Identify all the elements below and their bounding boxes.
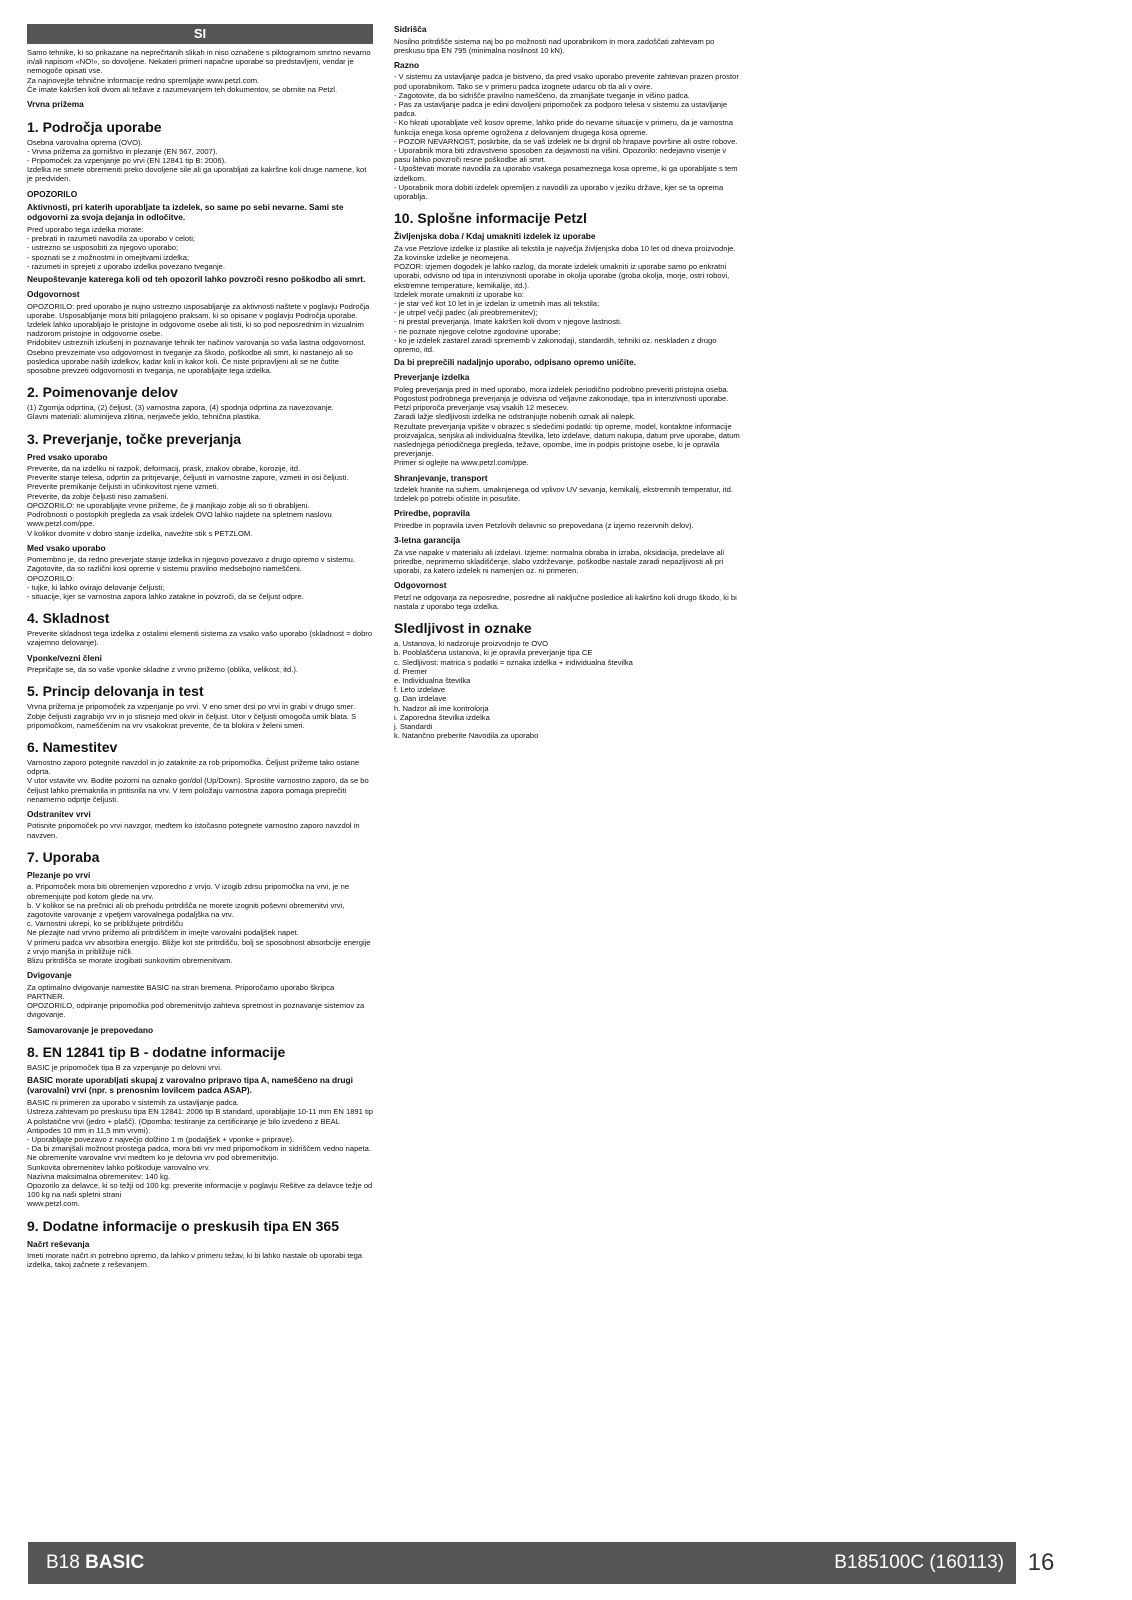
med-uporabo-label: Med vsako uporabo bbox=[27, 542, 106, 553]
preverjanje-label: Preverjanje izdelka bbox=[394, 372, 470, 383]
vponke-label: Vponke/vezni členi bbox=[27, 652, 102, 663]
section-5-body: Vrvna prižema je pripomoček za vzpenjanje po vrvi. V eno smer drsi po vrvi in grabi v drugo smer. Zobje čeljusti zagrabijo vrv in jo stisnejo med okvir in čeljust. Utor v čeljusti omogoča umik blata. S pripomočkom, nameščenim na vrv vsakokrat preverite, če ta blokira v želeni smeri. bbox=[27, 702, 357, 730]
sidrisca-body: Nosilno pritrdišče sistema naj bo po možnosti nad uporabnikom in mora zadoščati zahtevam po preskusu tipa EN 795 (minimalna nosilnost 10 kN). bbox=[394, 36, 715, 55]
sledljivost-title: Sledljivost in oznake bbox=[394, 620, 532, 637]
left-column bbox=[27, 24, 373, 1273]
section-2-title: 2. Poimenovanje delov bbox=[27, 384, 178, 401]
zivljenjska-doba-label: Življenjska doba / Kdaj umakniti izdelek iz uporabe bbox=[394, 231, 596, 242]
odgovornost-petzl-body: Petzl ne odgovarja za neposredne, posredne ali naključne posledice ali kakršno koli drugo škodo, ki bi nastala z uporabo tega izdelka. bbox=[394, 592, 737, 611]
garancija-body: Za vse napake v materialu ali izdelavi. Izjeme: normalna obraba in izraba, oksidacija, predelave ali priredbe, neprimerno skladiščenje, slabo vzdrževanje, poškodbe nastale zaradi nepazljivosti ali pri uporabi, za katero izdelek ni namenjen oz. ni primeren. bbox=[394, 547, 725, 576]
model-prefix: B18 bbox=[46, 1552, 80, 1573]
zivljenjska-doba-body: Za vse Petzlove izdelke iz plastike ali tekstila je največja življenjska doba 10 let od dneva proizvodnje. Za kovinske izdelke je neomejena. POZOR: izjemen dogodek je lahko razlog, da morate izdelek umakniti iz uporabe samo po enkratni uporabi, odvisno od tipa in intenzivnosti uporabe in okolja uporabe (groba okolja, morje, ostri robovi, ekstremne temperature, kemikalije, itd.). Izdelek morate umakniti iz uporabe ko: - je star več kot 10 let in je izdelan iz umetnih mas ali tekstila; - je utrpel večji padec (ali preobremenitev); - ni prestal preverjanja. Imate kakršen koli dvom v njegove lastnosti. - ne poznate njegove celotne zgodovine uporabe; - ko je izdelek zastarel zaradi sprememb v zakonodaji, standardih, tehniki oz. neskladen z drugo opremo, itd. bbox=[394, 243, 736, 354]
section-8-title: 8. EN 12841 tip B - dodatne informacije bbox=[27, 1044, 286, 1060]
plezanje-label: Plezanje po vrvi bbox=[27, 869, 91, 880]
section-8-body-2: BASIC ni primeren za uporabo v sistemih za ustavljanje padca. Ustreza zahtevam po preskusu tipa EN 12841: 2006 tip B standard, uporabljajte 10-11 mm EN 1891 tip A polstatične vrvi (jedro + plašč). (Opomba: testiranje za certificiranje je bilo izvedeno z BEAL Antipodes 10 mm in 11,5 mm vrvmi). - Uporabljajte povezavo z največjo dolžino 1 m (podaljšek + vponke + priprave). - Da bi zmanjšali možnost prostega padca, mora biti vrv med pripomočkom in sidriščem vedno napeta. Ne obremenite varovalne vrvi medtem ko je delovna vrv pod obremenitvijo. Sunkovita obremenitev lahko poškoduje varovalno vrv. Nazivna maksimalna obremenitev: 140 kg. Opozorilo za delavce, ki so težji od 100 kg: preverite informacije v poglavju Rešitve za delavce težje od 100 kg na naši spletni strani www.petzl.com. bbox=[27, 1098, 373, 1209]
section-5-title: 5. Princip delovanja in test bbox=[27, 683, 204, 700]
neupostevanje-warning: Neupoštevanje katerega koli od teh opozoril lahko povzroči resno poškodbo ali smrt. bbox=[27, 274, 366, 285]
section-8-bold: BASIC morate uporabljati skupaj z varovalno pripravo tipa A, nameščeno na drugi (varovalni) vrvi (npr. s prenosnim lovilcem padca ASAP). bbox=[27, 1075, 353, 1096]
med-uporabo-body: Pomembno je, da redno preverjate stanje izdelka in njegovo povezavo z drugo opremo v sistemu. Zagotovite, da so različni kosi opreme v sistemu pravilno medsebojno nameščeni. OPOZORILO: - tujke, ki lahko ovirajo delovanje čeljusti; - situacije, kjer se varnostna zapora lahko zatakne in povzroči, da se čeljust odpre. bbox=[27, 555, 355, 602]
nacrt-resevanja-label: Načrt reševanja bbox=[27, 1238, 90, 1249]
right-column bbox=[394, 24, 741, 743]
nacrt-resevanja-body: Imeti morate načrt in potrebno opremo, da lahko v primeru težav, ki bi lahko nastale ob uporabi tega izdelka, takoj začnete z reševanjem. bbox=[27, 1251, 363, 1270]
odstranitev-label: Odstranitev vrvi bbox=[27, 808, 91, 819]
section-6-body: Varnostno zaporo potegnite navzdol in jo zataknite za rob pripomočka. Čeljust prižeme tako ostane odprta. V utor vstavite vrv. Bodite pozorni na oznako gor/dol (Up/Down). Sprostite varnostno zaporo, da se bo čeljust lahko premaknila in pritisnila na vrv. V tem položaju varnostna zapora pomaga preprečiti nenamerno odprtje čeljusti. bbox=[27, 757, 369, 804]
odgovornost-body: OPOZORILO: pred uporabo je nujno ustrezno usposabljanje za aktivnosti naštete v poglavju Področja uporabe. Usposabljanje mora biti prilagojeno praksam, ki so opisane v poglavju Področja uporabe. Izdelek lahko uporabljajo le pristojne in odgovorne osebe ali tisti, ki so pod neposrednim in vizualnim nadzorom pristojne in odgovorne osebe. Pridobitev ustreznih izkušenj in poznavanje tehnik ter načinov varovanja so vaša lastna odgovornost. Osebno prevzemate vso odgovornost in tveganje za škodo, poškodbe ali smrt, ki nastanejo ali so posledica uporabe naših izdelkov, kadar koli in kakor koli. Če niste pripravljeni ali se ne čutite sposobne prevzeti odgovornosti in tveganja, ne uporabljajte tega izdelka. bbox=[27, 301, 370, 375]
product-model bbox=[46, 1542, 144, 1584]
dvigovanje-label: Dvigovanje bbox=[27, 970, 72, 981]
document-code: B185100C (160113) bbox=[834, 1552, 1004, 1573]
garancija-label: 3-letna garancija bbox=[394, 535, 461, 546]
footer-bar bbox=[28, 1542, 1066, 1584]
sledljivost-list: a. Ustanova, ki nadzoruje proizvodnjo te OVO b. Pooblaščena ustanova, ki je opravila preverjanje tipa CE c. Sledljivost: matrica s podatki = oznaka izdelka + individualna številka d. Premer e. Individualna številka f. Leto izdelave g. Dan izdelave h. Nadzor ali ime kontrolorja i. Zaporedna številka izdelka j. Standardi k. Natančno preberite Navodila za uporabo bbox=[394, 639, 633, 741]
sidrisca-label: Sidrišča bbox=[394, 24, 427, 34]
odgovornost-label: Odgovornost bbox=[27, 289, 80, 300]
pred-uporabo-label: Pred vsako uporabo bbox=[27, 451, 108, 462]
vponke-body: Prepričajte se, da so vaše vponke skladne z vrvno prižemo (oblika, velikost, itd.). bbox=[27, 665, 298, 675]
priredbe-body: Priredbe in popravila izven Petzlovih delavnic so prepovedana (z izjemo rezervnih delov). bbox=[394, 520, 694, 530]
pred-uporabo-body: Preverite, da na izdelku ni razpok, deformacij, prask, znakov obrabe, korozije, itd. Preverite stanje telesa, odprtin za pritrjevanje, čeljusti in varnostne zapore, vzmeti in osi čeljusti. Preverite premikanje čeljusti in učinkovitost njene vzmeti. Preverite, da zobje čeljusti niso zamašeni. OPOZORILO: ne uporabljajte vrvne prižeme, če ji manjkajo zobje ali so ti obrabljeni. Podrobnosti o postopkih pregleda za vsak izdelek OVO lahko najdete na spletnem naslovu www.petzl.com/ppe. V kolikor dvomite v dobro stanje izdelka, navežite stik s PETZLOM. bbox=[27, 464, 349, 538]
section-3-title: 3. Preverjanje, točke preverjanja bbox=[27, 430, 242, 447]
preverjanje-body: Poleg preverjanja pred in med uporabo, mora izdelek periodično podrobno preveriti pristojna oseba. Pogostost podrobnega preverjanja je odvisna od veljavne zakonodaje, tipa in intenzivnosti uporabe. Petzl priporoča preverjanje vsaj vsakih 12 mesecev. Zaradi lažje sledljivosti izdelka ne odstranjujte nobenih oznak ali nalepk. Rezultate preverjanja vpišite v obrazec s sledečimi podatki: tip opreme, model, kontaktne informacije proizvajalca, serijska ali individualna številka, leto izdelave, datum nakupa, datum prve uporabe, datum naslednjega periodičnega pregleda, težave, opombe, ime in podpis pristojne osebe, ki je opravila preverjanje. Primer si oglejte na www.petzl.com/ppe. bbox=[394, 384, 740, 468]
vrvna-prizema-label: Vrvna prižema bbox=[27, 99, 84, 110]
model-name: BASIC bbox=[85, 1552, 145, 1573]
samovarovanje-note: Samovarovanje je prepovedano bbox=[27, 1024, 154, 1035]
warning-bold: Aktivnosti, pri katerih uporabljate ta izdelek, so same po sebi nevarne. Sami ste odgovorni za svoja dejanja in odločitve. bbox=[27, 202, 344, 223]
language-label: SI bbox=[27, 24, 373, 44]
section-10-title: 10. Splošne informacije Petzl bbox=[394, 210, 587, 227]
plezanje-body: a. Pripomoček mora biti obremenjen vzporedno z vrvjo. V izogib zdrsu pripomočka na vrvi, je ne obremenjujte pod kotom glede na vrv. b. V kolikor se na prečnici ali ob prehodu pritrdišča ne morete izogniti poševni obremenitvi vrvi, zagotovite varovanje z vpetjem varovalnega podaljška na vrv. c. Varnostni ukrepi, ko se približujete pritrdišču Ne plezajte nad vrvno prižemo ali pritrdiščem in imejte varovalni podaljšek napet. V primeru padca vrv absorbira energijo. Bližje kot ste pritrdišču, bolj se sposobnost absorbcije energije z vrvjo manjša in približuje ničli. Blizu pritrdišča se morate izogibati sunkovitim obremenitvam. bbox=[27, 882, 371, 965]
odstranitev-body: Potisnite pripomoček po vrvi navzgor, medtem ko istočasno potegnete varnostno zaporo navzdol in navzven. bbox=[27, 821, 360, 840]
unicite-note: Da bi preprečili nadaljnjo uporabo, odpisano opremo uničite. bbox=[394, 357, 636, 368]
section-1-body: Osebna varovalna oprema (OVO). - Vrvna prižema za gorništvo in plezanje (EN 567, 2007). - Pripomoček za vzpenjanje po vrvi (EN 12841 tip B: 2006). Izdelka ne smete obremeniti preko dovoljene sile ali ga uporabljati za kakršne koli druge namene, kot je predviden. bbox=[27, 137, 367, 184]
warning-body: Pred uporabo tega izdelka morate: - prebrati in razumeti navodila za uporabo v celoti; - ustrezno se usposobiti za njegovo uporabo; - spoznati se z možnostmi in omejitvami izdelka; - razumeti in sprejeti z uporabo izdelka povezano tveganje. bbox=[27, 225, 225, 271]
shranjevanje-label: Shranjevanje, transport bbox=[394, 472, 488, 483]
intro-text: Samo tehnike, ki so prikazane na neprečrtanih slikah in niso označene s piktogramom smrtno nevarno in/ali napisom «NO!», so dovoljene. Nekateri primeri napačne uporabe so predstavljeni, vendar je nemogoče opisati vse. Za najnovejše tehnične informacije redno spremljajte www.petzl.com. Če imate kakršen koli dvom ali težave z razumevanjem teh dokumentov, se obrnite na Petzl. bbox=[27, 48, 371, 94]
section-9-title: 9. Dodatne informacije o preskusih tipa EN 365 bbox=[27, 1217, 339, 1234]
opozorilo-label: OPOZORILO bbox=[27, 188, 78, 199]
razno-label: Razno bbox=[394, 59, 420, 70]
section-8-body-1: BASIC je pripomoček tipa B za vzpenjanje po delovni vrvi. bbox=[27, 1063, 223, 1072]
shranjevanje-body: Izdelek hranite na suhem, umaknjenega od vplivov UV sevanja, kemikalij, ekstremnih temperatur, itd. Izdelek po potrebi očistite in posušite. bbox=[394, 485, 733, 504]
priredbe-label: Priredbe, popravila bbox=[394, 508, 470, 519]
section-6-title: 6. Namestitev bbox=[27, 738, 118, 755]
section-7-title: 7. Uporaba bbox=[27, 848, 100, 865]
section-2-body: (1) Zgornja odprtina, (2) čeljust, (3) varnostna zapora, (4) spodnja odprtina za navezovanje. Glavni materiali: aluminijeva zlitina, nerjaveče jeklo, tehnična plastika. bbox=[27, 403, 334, 422]
razno-body: - V sistemu za ustavljanje padca je bistveno, da pred vsako uporabo preverite zahtevan prazen prostor pod uporabnikom. Tako se v primeru padca izognete udarcu ob tla ali v ovire. - Zagotovite, da bo sidrišče pravilno nameščeno, da zmanjšate tveganje in višino padca. - Pas za ustavljanje padca je edini dovoljeni pripomoček za podporo telesa v sistemu za ustavljanje padca. - Ko hkrati uporabljate več kosov opreme, lahko pride do nevarne situacije v primeru, da je varnostna funkcija enega kosa opreme ogrožena z delovanjem drugega kosa opreme. - POZOR NEVARNOST, poskrbite, da se vaš izdelek ne bi drgnil ob hrapave površine ali ostre robove. - Uporabnik mora biti zdravstveno sposoben za dejavnosti na višini. Opozorilo: nedejavno visenje v pasu lahko povzroči resne poškodbe ali smrt. - Upoštevati morate navodila za uporabo vsakega posameznega kosa opreme, ki ga uporabljate s tem izdelkom. - Uporabnik mora dobiti izdelek opremljen z navodili za uporabo v jeziku države, kjer se ta oprema uporablja. bbox=[394, 72, 739, 202]
page-number: 16 bbox=[1016, 1542, 1066, 1584]
odgovornost-petzl-label: Odgovornost bbox=[394, 580, 447, 591]
dvigovanje-body: Za optimalno dvigovanje namestite BASIC na stran bremena. Priporočamo uporabo škripca PARTNER. OPOZORILO, odpiranje pripomočka pod obremenitvijo zahteva spretnost in poznavanje sistemov za dvigovanje. bbox=[27, 982, 365, 1020]
section-4-title: 4. Skladnost bbox=[27, 610, 110, 627]
section-1-title: 1. Področja uporabe bbox=[27, 118, 162, 135]
section-4-body: Preverite skladnost tega izdelka z ostalimi elementi sistema za vsako vašo uporabo (skladnost = dobro vzajemno delovanje). bbox=[27, 629, 373, 648]
